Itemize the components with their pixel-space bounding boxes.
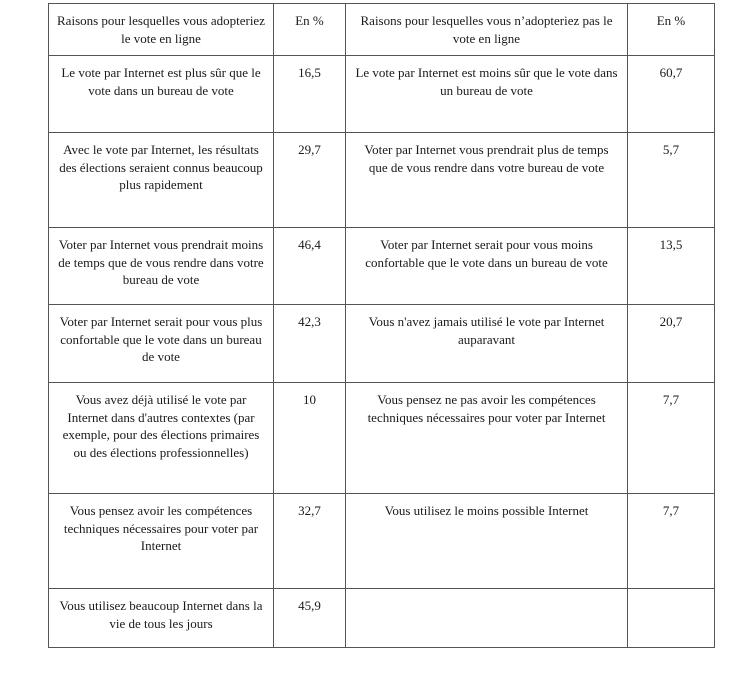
header-pct-for: En %: [274, 4, 346, 56]
reason-for-cell: Voter par Internet vous prendrait moins de temps que de vous rendre dans votre bureau de vote: [49, 228, 274, 305]
reason-for-cell: Vous pensez avoir les compétences techniques nécessaires pour voter par Internet: [49, 494, 274, 589]
reason-for-cell: Voter par Internet serait pour vous plus confortable que le vote dans un bureau de vote: [49, 305, 274, 383]
header-row: [49, 4, 715, 56]
header-pct-against: En %: [628, 4, 715, 56]
table-row: [49, 589, 715, 648]
pct-against-cell: 7,7: [628, 494, 715, 589]
table-row: [49, 494, 715, 589]
header-reasons-for: Raisons pour lesquelles vous adopteriez le vote en ligne: [49, 4, 274, 56]
pct-for-cell: 42,3: [274, 305, 346, 383]
reason-against-cell: Vous pensez ne pas avoir les compétences techniques nécessaires pour voter par Internet: [346, 383, 628, 494]
pct-for-cell: 32,7: [274, 494, 346, 589]
pct-against-cell: 7,7: [628, 383, 715, 494]
reason-against-cell: Vous n'avez jamais utilisé le vote par Internet auparavant: [346, 305, 628, 383]
reason-for-cell: Le vote par Internet est plus sûr que le vote dans un bureau de vote: [49, 56, 274, 133]
pct-for-cell: 29,7: [274, 133, 346, 228]
table-row: [49, 383, 715, 494]
survey-table: [48, 3, 715, 648]
table-row: [49, 305, 715, 383]
reason-for-cell: Vous avez déjà utilisé le vote par Internet dans d'autres contextes (par exemple, pour des élections primaires ou des élections professionnelles): [49, 383, 274, 494]
reason-against-cell: Voter par Internet serait pour vous moins confortable que le vote dans un bureau de vote: [346, 228, 628, 305]
reason-for-cell: Vous utilisez beaucoup Internet dans la vie de tous les jours: [49, 589, 274, 648]
table-row: [49, 133, 715, 228]
header-reasons-against: Raisons pour lesquelles vous n’adopteriez pas le vote en ligne: [346, 4, 628, 56]
pct-against-cell: 5,7: [628, 133, 715, 228]
table-row: [49, 228, 715, 305]
pct-against-cell: 13,5: [628, 228, 715, 305]
pct-for-cell: 10: [274, 383, 346, 494]
pct-for-cell: 16,5: [274, 56, 346, 133]
reason-against-cell: Vous utilisez le moins possible Internet: [346, 494, 628, 589]
reason-against-cell: [346, 589, 628, 648]
pct-against-cell: 20,7: [628, 305, 715, 383]
pct-for-cell: 45,9: [274, 589, 346, 648]
reason-against-cell: Voter par Internet vous prendrait plus de temps que de vous rendre dans votre bureau de vote: [346, 133, 628, 228]
pct-against-cell: [628, 589, 715, 648]
pct-for-cell: 46,4: [274, 228, 346, 305]
reason-against-cell: Le vote par Internet est moins sûr que le vote dans un bureau de vote: [346, 56, 628, 133]
table-row: [49, 56, 715, 133]
reason-for-cell: Avec le vote par Internet, les résultats des élections seraient connus beaucoup plus rapidement: [49, 133, 274, 228]
pct-against-cell: 60,7: [628, 56, 715, 133]
